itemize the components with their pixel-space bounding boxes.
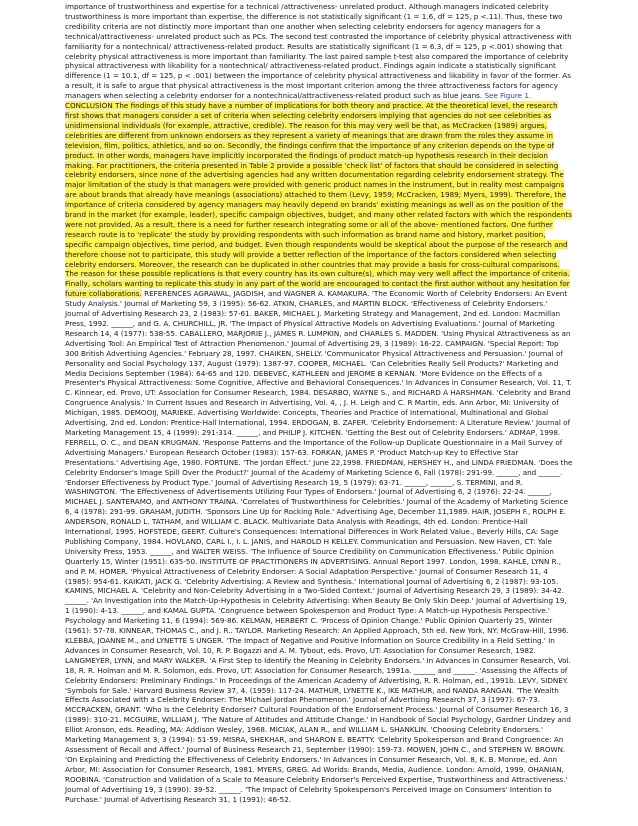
conclusion-highlighted-text: CONCLUSION The findings of this study have a number of implications for both theory and practice. At the theoretical level, the research first shows that managers consider a set of criteria when selecting celebrity endorsers implying that agencies do not see celebrities as unidimensional individuals (for example, attractive, credible). The reason for this may very well be that, as McCracken (1989) argues, celebrities are different from unknown endorsers as they represent a variety of meanings that are drawn from the roles they assume in television, film, politics, athletics, and so on. Secondly, the findings confirm that the importance of any criterion depends on the type of product. In other words, managers have implicitly incorporated the findings of product match-up hypothesis research in their decision making. For practitioners, the criteria presented in Table 2 provide a possible 'check list' of factors that should be considered in selecting celebrity endorsers, since none of the advertising agencies had any written documentation regarding celebrity endorsement strategy. The major limitation of the study is that managers were provided with generic product names in the instrument, but in reality most campaigns are about brands that already have meanings (associations) attached to them (Levy, 1959; McCracken, 1989; Myers, 1999). Therefore, the importance of criteria considered by agency managers may heavily depend on brands' existing meanings as well as on the position of the brand in the market (for example, leader), specific campaign objectives, budget, and many other related factors with which the respondents were not provided. As a result, there is a need for further research integrating some or all of the above- mentioned factors. One further research route is to 'replicate' the study by providing respondents with such information as brand name and history, market position, specific campaign objectives, time period, and budget. Even though respondents would be skeptical about the purpose of the research and therefore choose not to participate, this study will provide a better reflection of the importance of the factors considered when selecting celebrity endorsers. Moreover, the research can be duplicated in other countries that may provide a basis for cross-cultural comparisons. The reason for these possible replications is that every country has its own culture(s), which may very well affect the importance of criteria. Finally, scholars wanting to replicate this study in any part of the world are encouraged to contact the first author without any hesitation for future collaborations. [65,101,572,299]
figure-link[interactable]: See Figure 1. [484,91,532,101]
results-paragraph: importance of trustworthiness and expertise for a technical /attractiveness- unrelated product. Although managers indicated celebrity trustworthiness is more important than expertise, the difference is not statistically significant (1 = 1.6, df = 125, p <.11). Thus, these two credibility criteria are not distinctly more important than one another when selecting celebrity endorsers for agency managers for a technical/attractiveness- unrelated product such as PCs. The second test contrasted the importance of celebrity physical attractiveness with familiarity for a nontechnical/ attractiveness-related product. Results are statistically significant (1 = 6.3, df = 125, p <.001) showing that celebrity physical attractiveness is more important than familiarity. The last paired sample t-test also compared the importance of celebrity physical attractiveness with likability for a nontechnical/ attractiveness-related product. Findings again indicate a statistically significant difference (1 = 10.1, df = 125, p < .001) between the importance of celebrity physical attractiveness and likability in favor of the former. As a result, it is safe to argue that physical attractiveness is the most important criterion among the three attractiveness factors for agency managers when selecting a celebrity endorser for a nontechnical/attractiveness-related product such as blue jeans. [65,2,572,101]
document-body [65,2,573,804]
references-text: REFERENCES AGRAWAL, JAGDISH, and WAGNER A. KAMAKURA. 'The Economic Worth of Celebrity Endorsers: An Event Study Analysis.' Journal of Marketing 59, 3 (1995): 56-62. ATKIN, CHARLES, and MARTIN BLOCK. 'Effectiveness of Celebrity Endorsers.' Journal of Advertising Research 23, 2 (1983): 57-61. BAKER, MICHAEL J. Marketing Strategy and Management, 2nd ed. London: Macmillan Press, 1992. ______, and G. A. CHURCHILL, JR. 'The Impact of Physical Attractive Models on Advertising Evaluations.' Journal of Marketing Research 14, 4 (1977): 538-55. CABALLERO, MARJORIE J., JAMES R. LUMPKIN, and CHARLES S. MADDEN. 'Using Physical Attractiveness as an Advertising Tool: An Empirical Test of Attraction Phenomenon.' Journal of Advertising 29, 3 (1989): 16-22. CAMPAIGN. 'Special Report: Top 300 British Advertising Agencies.' February 28, 1997. CHAIKEN, SHELLY. 'Communicator Physical Attractiveness and Persuasion.' Journal of Personality and Social Psychology 137, August (1979): 1387-97. COOPER, MICHAEL. 'Can Celebrities Really Sell Products?' Marketing and Media Decisions September (1984): 64-65 and 120. DEBEVEC, KATHLEEN and JEROME B KERNAN. 'More Evidence on the Effects of a Presenter's Physical Attractiveness: Some Cognitive, Affective and Behavioral Consequences.' In Advances in Consumer Research, Vol. 11, T. C. Kinnear, ed. Provo, UT: Association for Consumer Research, 1984. DESARBO, WAYNE S., and RICHARD A HARSHMAN. 'Celebrity and Brand Congruence Analysis.' In Current Issues and Research in Advertising, Vol. 4, , J. H. Leigh and C. R Martin, eds. Ann Arbor, MI: University of Michigan, 1985. DEMOOIJ, MARIEKE. Advertising Worldwide: Concepts, Theories and Practice of International, Multinational and Global Advertising, 2nd ed. London: Prentice-Hall International, 1994. ERDOGAN, B. ZAFER. 'Celebrity Endorsement: A Literature Review.' Journal of Marketing Management 15, 4 (1999): 291-314. ______, and PHILIP J. KITCHEN. 'Getting the Best out of Celebrity Endorsers.' ADMAP, 1998. FERRELL, O. C., and DEAN KRUGMAN. 'Response Patterns and the Importance of the Follow-up Duplicate Questionnaire in a Mail Survey of Advertising Managers.' European Research October (1983): 157-63. FORKAN, JAMES P. 'Product Match-up Key to Effective Star Presentations.' Advertising Age, 1980. FORTUNE. 'The Jordan Effect.' June 22,1998. FRIEDMAN, HERSHEY H., and LINDA FRIEDMAN. 'Does the Celebrity Endorser's Image Spill Over the Product?' Journal of the Academy of Marketing Science 6, Fall (1978): 291-99. ______, and ______. 'Endorser Effectiveness by Product Type.' Journal of Advertising Research 19, 5 (1979): 63-71. ______, ______, S. TERMINI, and R. WASHINGTON. 'The Effectiveness of Advertisements Utilizing Four Types of Endorsers.' Journal of Advertising 6, 2 (1976): 22-24. ______, MICHAEL J. SANTERAMO, and ANTHONY TRAINA. 'Correlates of Trustworthiness for Celebrities.' Journal of the Academy of Marketing Science 6, 4 (1978): 291-99. GRAHAM, JUDITH. 'Sponsors Line Up for Rocking Role.' Advertising Age, December 11,1989. HAIR, JOSEPH F., ROLPH E. ANDERSON, RONALD L. TATHAM, and WILLIAM C. BLACK. Multivariate Data Analysis with Readings, 4th ed. London: Prentice-Hall International, 1995. HOFSTEDE, GEERT. Culture's Consequences: International Differences in Work Related Value., Beverly Hills, CA: Sage Publishing Company, 1984. HOVLAND, CARL I., I. L. JANIS, and HAROLD H KELLEY. Communication and Persuasion. New Haven, CT: Yale University Press, 1953. ______, and WALTER WEISS. 'The Influence of Source Credibility on Communication Effectiveness.' Public Opinion Quarterly 15, Winter (1951): 635-50. INSTITUTE OF PRACTITIONERS IN ADVERTISING. Annual Report 1997. London, 1998. KAHLE, LYNN R., and P. M. HOMER. 'Physical Attractiveness of Celebrity Endorser: A Social Adaptation Perspective.' Journal of Consumer Research 11, 4 (1985): 954-61. KAIKATI, JACK G. 'Celebrity Advertising: A Review and Synthesis.' International Journal of Advertising 6, 2 (1987): 93-105. KAMINS, MICHAEL A. 'Celebrity and Non-Celebrity Advertising in a Two-Sided Context.' Journal of Advertising Research 29, 3 (1989): 34-42. ______. 'An Investigation into the Match-Up-Hypothesis in Celebrity Advertising: When Beauty Be Only Skin Deep.' Journal of Advertising 19, 1 (1990): 4-13. ______, and KAMAL GUPTA. 'Congruence between Spokesperson and Product Type: A Match-up Hypothesis Perspective.' Psychology and Marketing 11, 6 (1994): 569-86. KELMAN, HERBERT C. 'Process of Opinion Change.' Public Opinion Quarterly 25, Winter (1961): 57-78. KINNEAR, THOMAS C., and J. R.. TAYLOR. Marketing Research: An Applied Approach, 5th ed. New York, NY: McGraw-Hill, 1996. KLEBBA, JOANNE M., and LYNETTE S UNGER. 'The Impact of Negative and Positive Information on Source Credibility in a Field Setting.' In Advances in Consumer Research, Vol. 10, R. P. Bogazzi and A. M. Tybout, eds. Provo, UT: Association for Consumer Research, 1982. LANGMEYER, LYNN, and MARY WALKER. 'A First Step to Identify the Meaning in Celebrity Endorsers.' In Advances in Consumer Research, Vol. 18, R. R. Holman and M. R. Solomon, eds. Provo, UT: Association for Consumer Research, 1991a. ______ and ______. 'Assessing the Affects of Celebrity Endorsers: Preliminary Findings.' In Proceedings of the American Academy of Advertising, R. R. Holman, ed., 1991b. LEVY, SIDNEY. 'Symbols for Sale.' Harvard Business Review 37, 4. (1959): 117-24. MATHUR, LYNETTE K., IKE MATHUR, and NANDA RANGAN. 'The Wealth Effects Associated with a Celebrity Endorser: The Michael Jordan Phenomenon.' Journal of Advertising Research 37, 3 (1997): 67-73. MCCRACKEN, GRANT. 'Who Is the Celebrity Endorser? Cultural Foundation of the Endorsement Process.' Journal of Consumer Research 16, 3 (1989): 310-21. MCGUIRE, WILLIAM J. 'The Nature of Attitudes and Attitude Change.' In Handbook of Social Psychology, Gardner Lindzey and Elliot Aronson, eds. Reading, MA: Addison Wesley, 1968. MICIAK, ALAN R., and WILLIAM L. SHANKLIN. 'Choosing Celebrity Endorsers.' Marketing Management 3, 3 (1994): 51-59. MISRA, SHEKHAR, and SHARON E. BEATTY. 'Celebrity Spokesperson and Brand Congruence: An Assessment of Recall and Affect.' Journal of Business Research 21, September (1990): 159-73. MOWEN, JOHN C., and STEPHEN W. BROWN. 'On Explaining and Predicting the Effectiveness of Celebrity Endorsers.' In Advances in Consumer Research, Vol. 8, K. B. Monroe, ed. Ann Arbor, MI: Association for Consumer Research, 1981. MYERS, GREG. Ad Worlds: Brands, Media, Audience. London: Arnold, 1999. OHANIAN, ROOBINA. 'Construction and Validation of a Scale to Measure Celebrity Endorser's Perceived Expertise, Trustworthiness and Attractiveness.' Journal of Advertising 19, 3 (1990): 39-52. ______. 'The Impact of Celebrity Spokesperson's Perceived Image on Consumers' Intention to Purchase.' Journal of Advertising Research 31, 1 (1991): 46-52. [65,289,573,804]
